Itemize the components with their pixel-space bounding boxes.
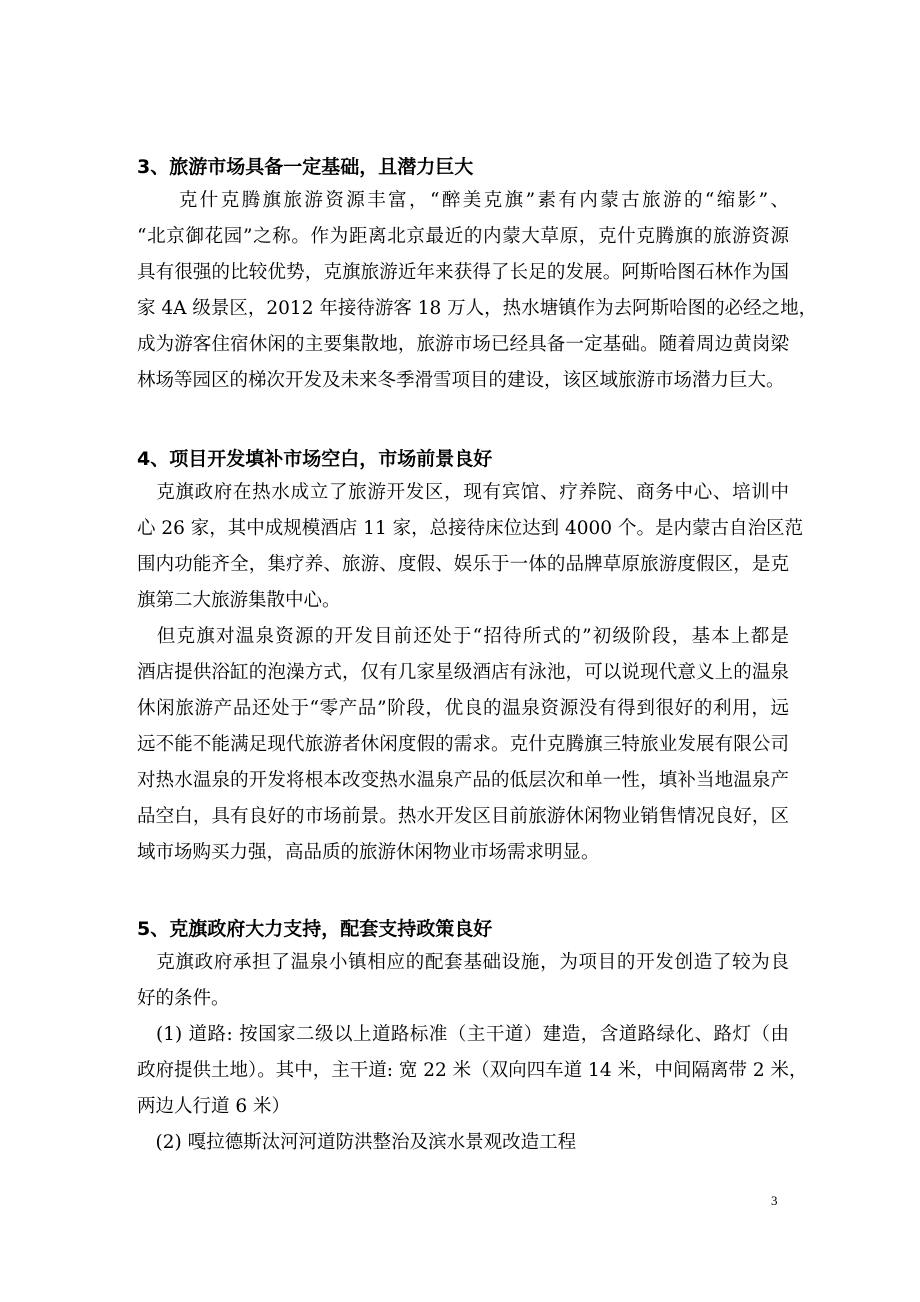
text-line: (1) 道路: 按国家二级以上道路标准（主干道）建造，含道路绿化、路灯（由	[137, 1024, 789, 1045]
section-heading-5: 5、克旗政府大力支持，配套支持政策良好	[137, 918, 493, 940]
text-line: 远不能不能满足现代旅游者休闲度假的需求。克什克腾旗三特旅业发展有限公司	[137, 734, 789, 755]
text-line: “北京御花园”之称。作为距离北京最近的内蒙大草原，克什克腾旗的旅游资源	[137, 226, 789, 247]
section-4-paragraph-1	[137, 475, 803, 619]
text-line: 酒店提供浴缸的泡澡方式，仅有几家星级酒店有泳池，可以说现代意义上的温泉	[137, 662, 789, 683]
text-line: 具有很强的比较优势，克旗旅游近年来获得了长足的发展。阿斯哈图石林作为国	[137, 262, 789, 283]
text-line: 政府提供土地）。其中，主干道: 宽 22 米（双向四车道 14 米，中间隔离带 2 米，	[137, 1060, 808, 1081]
text-line: 围内功能齐全，集疗养、旅游、度假、娱乐于一体的品牌草原旅游度假区，是克	[137, 554, 789, 575]
text-line: 心 26 家，其中成规模酒店 11 家，总接待床位达到 4000 个。是内蒙古自治区范	[137, 518, 803, 539]
text-line: 旗第二大旅游集散中心。	[137, 590, 341, 611]
section-5-item-2	[137, 1125, 789, 1161]
section-heading-3: 3、旅游市场具备一定基础，且潜力巨大	[137, 156, 474, 178]
section-heading-4: 4、项目开发填补市场空白，市场前景良好	[137, 448, 493, 470]
page-number: 3	[771, 1193, 778, 1208]
section-5-paragraph-1	[137, 945, 789, 1017]
text-line: 克什克腾旗旅游资源丰富，“醉美克旗”素有内蒙古旅游的“缩影”、	[137, 190, 789, 211]
text-line: 休闲旅游产品还处于“零产品”阶段，优良的温泉资源没有得到很好的利用，远	[137, 698, 789, 719]
text-line: 域市场购买力强，高品质的旅游休闲物业市场需求明显。	[137, 842, 600, 863]
section-5-item-1	[137, 1017, 808, 1125]
section-4-paragraph-2	[137, 619, 789, 871]
text-line: 但克旗对温泉资源的开发目前还处于“招待所式的”初级阶段，基本上都是	[137, 626, 789, 647]
text-line: 品空白，具有良好的市场前景。热水开发区目前旅游休闲物业销售情况良好，区	[137, 806, 789, 827]
text-line: (2) 嘎拉德斯汰河河道防洪整治及滨水景观改造工程	[137, 1132, 577, 1153]
text-line: 好的条件。	[137, 988, 230, 1009]
text-line: 林场等园区的梯次开发及未来冬季滑雪项目的建设，该区域旅游市场潜力巨大。	[137, 370, 785, 391]
text-line: 成为游客住宿休闲的主要集散地，旅游市场已经具备一定基础。随着周边黄岗梁	[137, 334, 789, 355]
section-3-paragraph-1	[137, 183, 818, 399]
text-line: 克旗政府承担了温泉小镇相应的配套基础设施，为项目的开发创造了较为良	[137, 952, 789, 973]
text-line: 克旗政府在热水成立了旅游开发区，现有宾馆、疗养院、商务中心、培训中	[137, 482, 789, 503]
text-line: 两边人行道 6 米）	[137, 1096, 291, 1117]
text-line: 对热水温泉的开发将根本改变热水温泉产品的低层次和单一性，填补当地温泉产	[137, 770, 789, 791]
text-line: 家 4A 级景区，2012 年接待游客 18 万人，热水塘镇作为去阿斯哈图的必经之地，	[137, 298, 818, 319]
